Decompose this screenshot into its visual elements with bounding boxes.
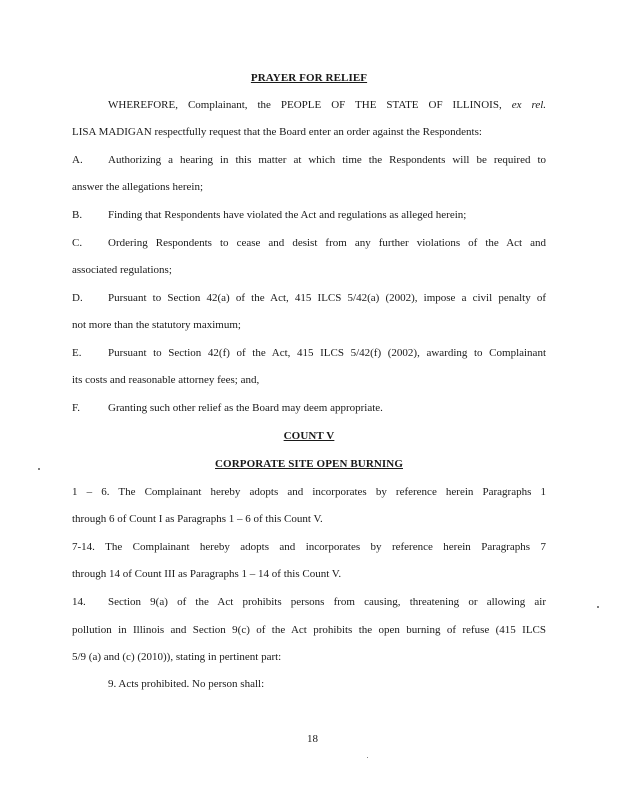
item-text: Granting such other relief as the Board may deem appropriate.: [108, 402, 383, 414]
prayer-item-d: [72, 291, 546, 305]
prayer-intro-line2: LISA MADIGAN respectfully request that the Board enter an order against the Respondents:: [72, 126, 482, 138]
prayer-item-c: [72, 236, 546, 250]
prayer-item-e: [72, 346, 546, 360]
count-subheading: CORPORATE SITE OPEN BURNING: [215, 458, 403, 470]
item-text: Pursuant to Section 42(a) of the Act, 415 ILCS 5/42(a) (2002), impose a civil penalty of: [108, 292, 546, 304]
prayer-item-c-cont: associated regulations;: [72, 264, 172, 276]
item-text: Finding that Respondents have violated the Act and regulations as alleged herein;: [108, 209, 467, 221]
prayer-heading: PRAYER FOR RELIEF: [250, 72, 368, 84]
paragraph-label: 14.: [72, 596, 86, 608]
scan-speck: [38, 468, 40, 470]
item-label: B.: [72, 209, 83, 221]
prayer-item-e-cont: its costs and reasonable attorney fees; and,: [72, 374, 260, 386]
item-label: D.: [72, 292, 83, 304]
count-paragraph-1: 1 – 6. The Complainant hereby adopts and incorporates by reference herein Paragraphs 1: [72, 486, 546, 498]
count-paragraph-3-cont2: 5/9 (a) and (c) (2010)), stating in pertinent part:: [72, 651, 282, 663]
prayer-item-b: [72, 208, 546, 222]
count-paragraph-3: [72, 595, 546, 609]
paragraph-text: Section 9(a) of the Act prohibits persons from causing, threatening or allowing air: [108, 596, 546, 608]
prayer-item-f: [72, 401, 546, 415]
prayer-item-a-cont: answer the allegations herein;: [72, 181, 204, 193]
prayer-item-d-cont: not more than the statutory maximum;: [72, 319, 241, 331]
count-paragraph-2: 7-14. The Complainant hereby adopts and incorporates by reference herein Paragraphs 7: [72, 541, 546, 553]
item-text: Authorizing a hearing in this matter at which time the Respondents will be required to: [108, 154, 546, 166]
prayer-item-a: [72, 153, 546, 167]
prayer-intro-text: WHEREFORE, Complainant, the PEOPLE OF THE STATE OF ILLINOIS,: [108, 99, 502, 111]
item-text: Pursuant to Section 42(f) of the Act, 415 ILCS 5/42(f) (2002), awarding to Complainant: [108, 347, 546, 359]
item-label: E.: [72, 347, 82, 359]
page-number: 18: [307, 733, 318, 745]
item-label: C.: [72, 237, 83, 249]
item-text: Ordering Respondents to cease and desist from any further violations of the Act and: [108, 237, 546, 249]
quoted-statute: 9. Acts prohibited. No person shall:: [108, 678, 265, 690]
prayer-intro-ex-rel: ex rel.: [511, 99, 547, 111]
count-paragraph-3-cont1: pollution in Illinois and Section 9(c) of the Act prohibits the open burning of refuse (415 ILCS: [72, 624, 546, 636]
count-paragraph-2-cont: through 14 of Count III as Paragraphs 1 – 14 of this Count V.: [72, 568, 342, 580]
item-label: A.: [72, 154, 83, 166]
scan-speck: [367, 757, 368, 758]
count-paragraph-1-cont: through 6 of Count I as Paragraphs 1 – 6 of this Count V.: [72, 513, 323, 525]
prayer-intro-line1: [108, 98, 546, 112]
count-heading: COUNT V: [283, 430, 335, 442]
scan-speck: [597, 606, 599, 608]
item-label: F.: [72, 402, 80, 414]
